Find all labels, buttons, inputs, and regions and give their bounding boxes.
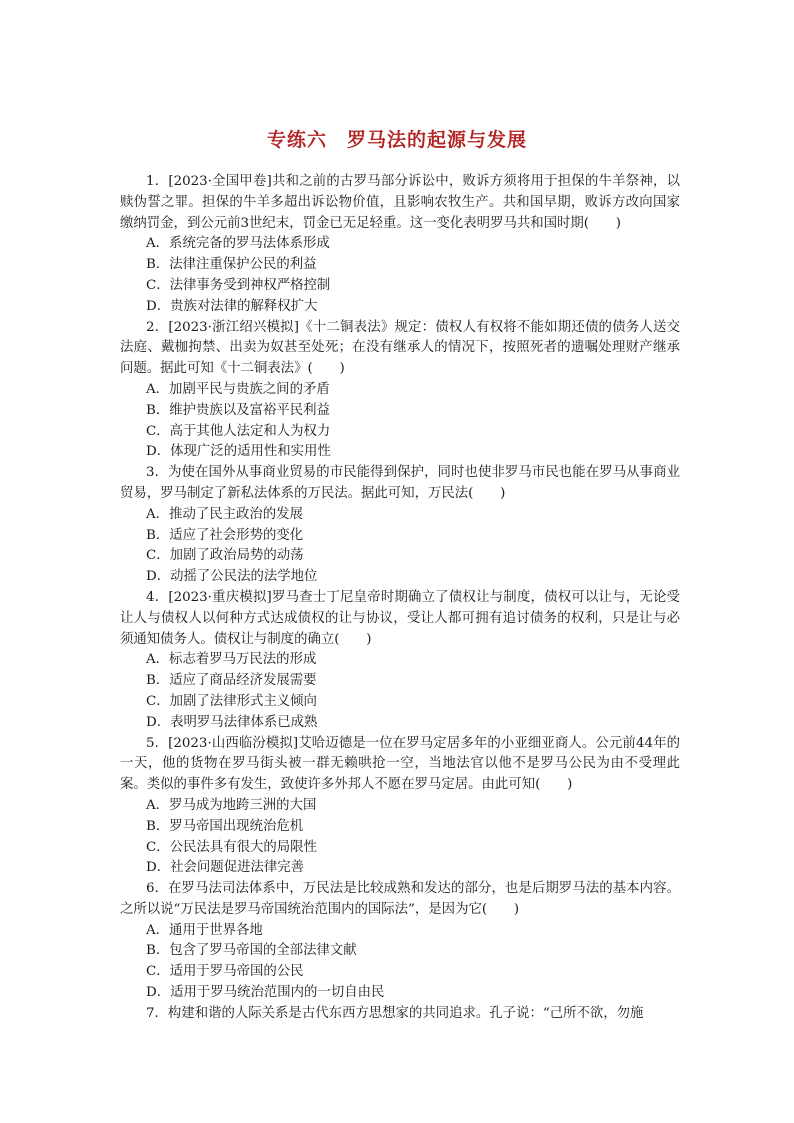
option-d: D．社会问题促进法律完善	[146, 860, 305, 876]
question-stem: 7．构建和谐的人际关系是古代东西方思想家的共同追求。孔子说：“己所不欲，勿施	[146, 1005, 644, 1021]
option-b: B．法律注重保护公民的利益	[146, 257, 317, 273]
option-b: B．罗马帝国出现统治危机	[146, 818, 304, 834]
option-c: C．加剧了法律形式主义倾向	[146, 693, 317, 709]
question-5	[120, 734, 680, 880]
question-list	[120, 172, 680, 1025]
question-3	[120, 463, 680, 588]
option-b: B．包含了罗马帝国的全部法律文献	[146, 943, 357, 959]
option-d: D．动摇了公民法的法学地位	[146, 569, 318, 585]
page-title: 专练六 罗马法的起源与发展	[266, 129, 527, 151]
question-6	[120, 879, 680, 1004]
question-7	[120, 1004, 680, 1025]
option-b: B．适应了社会形势的变化	[146, 527, 304, 543]
question-stem: 3．为使在国外从事商业贸易的市民能得到保护，同时也使非罗马市民也能在罗马从事商业贸易，罗马制定了新私法体系的万民法。据此可知，万民法( )	[120, 465, 680, 501]
option-c: C．法律事务受到神权严格控制	[146, 277, 331, 293]
question-1	[120, 172, 680, 318]
option-c: C．加剧了政治局势的动荡	[146, 548, 304, 564]
question-stem: 6．在罗马法司法体系中，万民法是比较成熟和发达的部分，也是后期罗马法的基本内容。之所以说“万民法是罗马帝国统治范围内的国际法”，是因为它( )	[120, 881, 680, 917]
option-d: D．体现广泛的适用性和实用性	[146, 444, 331, 460]
question-2	[120, 318, 680, 464]
option-d: D．适用于罗马统治范围内的一切自由民	[146, 985, 385, 1001]
question-stem: 4．[2023·重庆模拟]罗马查士丁尼皇帝时期确立了债权让与制度，债权可以让与，无论受让人与债权人以何种方式达成债权的让与协议，受让人都可拥有追讨债务的权利，只是让与必须通知债务人。债权让与制度的确立( )	[120, 589, 680, 647]
option-c: C．高于其他人法定和人为权力	[146, 423, 331, 439]
option-d: D．表明罗马法律体系已成熟	[146, 714, 318, 730]
option-a: A．标志着罗马万民法的形成	[146, 652, 317, 668]
option-a: A．系统完备的罗马法体系形成	[146, 236, 330, 252]
option-b: B．维护贵族以及富裕平民利益	[146, 402, 330, 418]
question-4	[120, 588, 680, 734]
option-a: A．加剧平民与贵族之间的矛盾	[146, 381, 330, 397]
option-c: C．适用于罗马帝国的公民	[146, 964, 304, 980]
option-d: D．贵族对法律的解释权扩大	[146, 298, 318, 314]
question-stem: 1．[2023·全国甲卷]共和之前的古罗马部分诉讼中，败诉方须将用于担保的牛羊祭神，以赎伪誓之罪。担保的牛羊多超出诉讼物价值，且影响农牧生产。共和国早期，败诉方改向国家缴纳罚金，到公元前3世纪末，罚金已无足轻重。这一变化表明罗马共和国时期( )	[120, 174, 680, 231]
option-a: A．推动了民主政治的发展	[146, 506, 303, 522]
option-a: A．罗马成为地跨三洲的大国	[146, 797, 317, 813]
question-stem: 2．[2023·浙江绍兴模拟]《十二铜表法》规定：债权人有权将不能如期还债的债务人送交法庭、戴枷拘禁、出卖为奴甚至处死；在没有继承人的情况下，按照死者的遗嘱处理财产继承问题。据此可知《十二铜表法》( )	[120, 319, 680, 377]
option-a: A．通用于世界各地	[146, 922, 263, 938]
option-c: C．公民法具有很大的局限性	[146, 839, 317, 855]
question-stem: 5．[2023·山西临汾模拟]艾哈迈德是一位在罗马定居多年的小亚细亚商人。公元前44年的一天，他的货物在罗马街头被一群无赖哄抢一空，当地法官以他不是罗马公民为由不受理此案。类似的事件多有发生，致使许多外邦人不愿在罗马定居。由此可知( )	[120, 735, 680, 793]
option-b: B．适应了商品经济发展需要	[146, 673, 317, 689]
